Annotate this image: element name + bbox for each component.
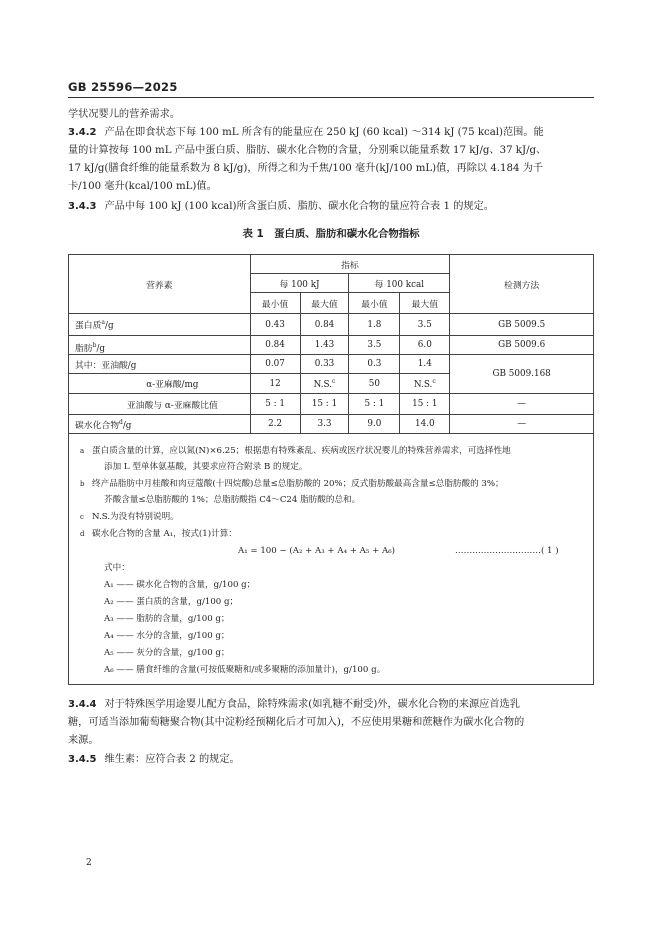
clause-text: 量的计算按每 100 mL 产品中蛋白质、脂肪、碳水化合物的含量，分别乘以能量系数 17 kJ/g、37 kJ/g、: [68, 145, 547, 156]
standard-number: GB 25596—2025: [68, 80, 178, 94]
value-cell: 0.84: [300, 314, 349, 336]
formula-number: …………………………( 1 ): [455, 546, 559, 556]
value-cell: 14.0: [400, 415, 450, 434]
value-cell: 3.5: [349, 336, 400, 355]
clause-text: 对于特殊医学用途婴儿配方食品，除特殊需求(如乳糖不耐受)外，碳水化合物的来源应首选乳: [104, 699, 520, 710]
header-min: 最小值: [250, 293, 300, 314]
variable-definition: A₁ —— 碳水化合物的含量，g/100 g；: [104, 580, 256, 590]
clause-3-4-2: [68, 124, 594, 196]
where-label: 式中：: [104, 563, 130, 573]
header-max: 最大值: [300, 293, 349, 314]
clause-text: 卡/100 毫升(kcal/100 mL)值。: [68, 181, 217, 192]
value-cell: 3.5: [400, 314, 450, 336]
table-caption: 表 1 蛋白质、脂肪和碳水化合物指标: [242, 228, 420, 240]
value-cell: 1.43: [300, 336, 349, 355]
value-cell: N.S.$^c$: [400, 374, 450, 394]
row-label-alpha-linolenic: α-亚麻酸/mg: [69, 374, 251, 394]
value-cell: 0.07: [250, 355, 300, 374]
value-cell: 0.33: [300, 355, 349, 374]
value-cell: 5 : 1: [250, 394, 300, 415]
value-cell: 5 : 1: [349, 394, 400, 415]
value-cell: N.S.$^c$: [300, 374, 349, 394]
table-row: [69, 314, 594, 336]
clause-number: 3.4.5: [68, 754, 97, 765]
header-max: 最大值: [400, 293, 450, 314]
value-cell: 9.0: [349, 415, 400, 434]
header-min: 最小值: [349, 293, 400, 314]
clause-text: 来源。: [68, 735, 99, 746]
value-cell: 12: [250, 374, 300, 394]
row-label-linoleic: 其中：亚油酸/g: [69, 355, 251, 374]
row-label-carbohydrate: 碳水化合物$^d$/g: [69, 415, 251, 434]
clause-number: 3.4.2: [68, 127, 97, 138]
method-cell: —: [450, 394, 594, 415]
value-cell: 50: [349, 374, 400, 394]
footnote-a: a 蛋白质含量的计算，应以氮(N)×6.25；根据患有特殊紊乱、疾病或医疗状况婴儿的特殊营养需求，可选择性地: [80, 446, 511, 456]
header-method: 检测方法: [450, 255, 594, 314]
method-cell: GB 5009.168: [450, 355, 594, 394]
footnote-d: d 碳水化合物的含量 A₁，按式(1)计算：: [80, 529, 237, 539]
value-cell: 15 : 1: [300, 394, 349, 415]
variable-definition: A₂ —— 蛋白质的含量，g/100 g；: [104, 597, 239, 607]
value-cell: 0.43: [250, 314, 300, 336]
clause-number: 3.4.4: [68, 699, 97, 710]
table-row: [69, 336, 594, 355]
header-nutrient: 营养素: [69, 255, 251, 314]
value-cell: 0.84: [250, 336, 300, 355]
variable-definition: A₄ —— 水分的含量，g/100 g；: [104, 631, 230, 641]
value-cell: 0.3: [349, 355, 400, 374]
header-rule: [68, 97, 594, 98]
page-number: 2: [86, 858, 92, 868]
header-index: 指标: [250, 255, 450, 274]
footnote-a-cont: 添加 L 型单体氨基酸，其要求应符合附录 B 的规定。: [104, 462, 308, 472]
table-row: [69, 355, 594, 374]
value-cell: 3.3: [300, 415, 349, 434]
clause-text: 产品在即食状态下每 100 mL 所含有的能量应在 250 kJ (60 kcal) ～314 kJ (75 kcal)范围。能: [104, 127, 544, 138]
formula: A₁ = 100 − (A₂ + A₃ + A₄ + A₅ + A₆): [238, 546, 395, 556]
clause-text: 产品中每 100 kJ (100 kcal)所含蛋白质、脂肪、碳水化合物的量应符合表 1 的规定。: [104, 201, 494, 212]
variable-definition: A₃ —— 脂肪的含量，g/100 g；: [104, 614, 230, 624]
value-cell: 15 : 1: [400, 394, 450, 415]
clause-text: 17 kJ/g(膳食纤维的能量系数为 8 kJ/g)，所得之和为千焦/100 毫升(kJ/100 mL)值，再除以 4.184 为千: [68, 163, 544, 174]
table-row: [69, 394, 594, 415]
clause-number: 3.4.3: [68, 201, 97, 212]
row-label-fat: 脂肪$^b$/g: [69, 336, 251, 355]
row-label-ratio: 亚油酸与 α-亚麻酸比值: [69, 394, 251, 415]
method-cell: —: [450, 415, 594, 434]
value-cell: 2.2: [250, 415, 300, 434]
value-cell: 1.8: [349, 314, 400, 336]
row-label-protein: 蛋白质$^a$/g: [69, 314, 251, 336]
value-cell: 1.4: [400, 355, 450, 374]
variable-definition: A₅ —— 灰分的含量，g/100 g；: [104, 648, 230, 658]
clause-text: 糖，可适当添加葡萄糖聚合物(其中淀粉经预糊化后才可加入)，不应使用果糖和蔗糖作为碳水化合物的: [68, 717, 525, 728]
footnote-b-cont: 芥酸含量≤总脂肪酸的 1%；总脂肪酸指 C4～C24 脂肪酸的总和。: [104, 495, 361, 505]
clause-3-4-4: [68, 696, 594, 750]
nutrient-table: [68, 254, 594, 434]
header-per-kj: 每 100 kJ: [250, 274, 349, 293]
footnote-b: b 终产品脂肪中月桂酸和肉豆蔻酸(十四烷酸)总量≤总脂肪酸的 20%；反式脂肪酸最高含量≤总脂肪酸的 3%；: [80, 479, 504, 489]
footnote-c: c N.S.为没有特别说明。: [80, 512, 179, 522]
method-cell: GB 5009.6: [450, 336, 594, 355]
paragraph-continuation: 学状况婴儿的营养需求。: [68, 109, 181, 120]
clause-3-4-3: [68, 198, 594, 216]
method-cell: GB 5009.5: [450, 314, 594, 336]
clause-3-4-5: [68, 751, 594, 769]
value-cell: 6.0: [400, 336, 450, 355]
header-per-kcal: 每 100 kcal: [349, 274, 450, 293]
clause-text: 维生素：应符合表 2 的规定。: [104, 754, 240, 765]
variable-definition: A₆ —— 膳食纤维的含量(可按低聚糖和/或多聚糖的添加量计)，g/100 g。: [104, 665, 386, 675]
